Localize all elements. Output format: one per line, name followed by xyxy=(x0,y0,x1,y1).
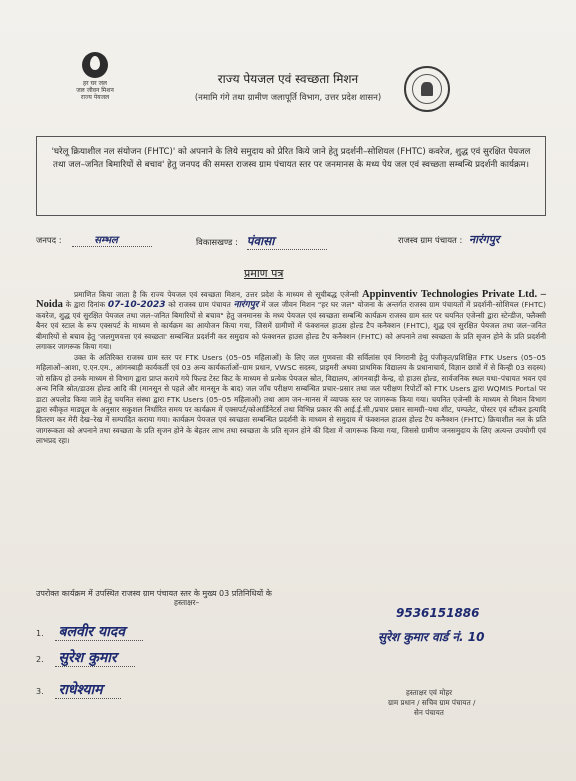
certificate-body xyxy=(36,290,546,447)
logo-caption: हर घर जल जल जीवन मिशन राज्य पेयजल xyxy=(76,80,114,101)
gram-panchayat-field xyxy=(398,232,499,247)
signatory-2-name: सुरेश कुमार xyxy=(55,650,135,667)
block-value: पंवासा xyxy=(246,234,275,248)
gram-panchayat-value: नारंगपुर xyxy=(468,233,500,246)
district-field xyxy=(36,232,152,247)
paragraph-1: प्रमाणित किया जाता है कि राज्य पेयजल एवं स्वच्छता मिशन, उत्तर प्रदेश के माध्यम से सूचीबद्ध एजेन्सी Appinventiv Technologies Private Ltd. – Noida के द्वारा दिनांक 07-10-2023 को राजस्व ग्राम पंचायत नारंगपुर में जल जीवन मिशन "हर घर जल" योजना के अन्तर्गत राजस्व ग्राम पंचायतों में प्रदर्शनी–सोशियल (FHTC) कवरेज, शुद्ध एवं सुरक्षित पेयजल तथा जल–जनित बिमारियों से बचाव" हेतु जनमानस के मध्य पेयजल एवं स्वच्छता सम्बन्धि कार्यक्रम राजस्व ग्राम स्तर पर चयनित एजेन्सी द्वारा स्टेन्डीज, फ्लैक्सी बैनर एवं स्टाल के रूप एक्सपर्ट के माध्यम से कार्यक्रम का आयोजन किया गया, जिसमें ग्रामीणों में फंक्शनल हाउस होल्ड टैप कनैक्शन (FHTC), शुद्ध एवं सुरक्षित पेयजल तथा जल–जनित बीमारियों से बचाव हेतु 'जलगुणवत्ता एवं स्वच्छता' सम्बन्धित प्रदर्शनी कर समुदाय को फंक्शनल हाउस होल्ड टैप कनैक्शन (FHTC) को अपनाने तथा स्वच्छता के प्रति सृजन होने के प्रति प्रदर्शनी लगाकर जागरूक किया गया। xyxy=(36,289,546,352)
signatory-3: 3. राधेश्याम xyxy=(36,680,121,699)
paragraph-2: उक्त के अतिरिक्त राजस्व ग्राम स्तर पर FTK Users (05–05 महिलाओं) के लिए जल गुणवत्ता की सर्विलांस एवं निगरानी हेतु पंजीकृत/प्रशिक्षित FTK Users (05–05 महिलाओं–आशा, ए.एन.एम., आंगनबाड़ी कार्यकर्ती एवं 03 अन्य कार्यकर्ताओं–ग्राम प्रधान, VWSC सदस्य, प्राइमरी अथवा प्राथमिक विद्यालय के प्रधानाचार्य, विज्ञान छात्रों में से किन्ही 03 सदस्य) जो सक्रिय हो उनके माध्यम से विभाग द्वारा प्राप्त कराये गये फिल्ड टेस्ट किट के माध्यम से प्रत्येक पेयजल स्रोत, विद्यालय, आंगनवाड़ी केन्द्र, दो हाउस होल्ड, सार्वजनिक स्थल यथा–पंचायत भवन एवं अन्य निजि स्रोत/डाउस होल्ड आदि की (मानसून से पहले और मानसून के बाद) जल जाँच परीक्षण सम्बन्धित प्रचार–प्रसार तथा जल परीक्षण रिपोर्टों को FTK Users द्वारा WQMIS Portal पर डाटा अपलोड किया जाने हेतु चयनित संस्था द्वारा FTK Users (05–05 महिलाओं) तथा आम जन–मानस में व्यापक स्तर पर जागरूक किया गया। चयनित एजेन्सी के माध्यम से मिशन विभाग द्वारा स्वीकृत माड्यूल के अनुसार सकुशल निर्धारित समय पर कार्यक्रम में एक्सपर्ट/कोआर्डिनेटर्स तथा विभिन्न प्रकार की आई.ई.सी./प्रचार प्रसार सामग्री–यथा शीट, पम्पलेट, पोस्टर एवं स्टीकर इत्यादि वितरण कर मेरी देख–रेख में सम्पादित कराया गया। कार्यक्रम पेयजल एवं स्वच्छता सम्बन्धित प्रदर्शनी के माध्यम से समुदाय में फंक्शनल हाउस होल्ड टैप कनैक्शन (FHTC) क्रियाशील नल के प्रति जागरूकता को अपनाने तथा स्वच्छता के प्रति सृजन होने के बेहतर लाभ तथा स्वच्छता के प्रति सृजन होने की दिशा में जागरूक किया गया, जिससे ग्रामीण जनसमुदाय के लिए अत्यन्त उपयोगी एवं लाभप्रद रहा। xyxy=(36,352,546,446)
agency-name: Appinventiv Technologies Private Ltd. – Noida xyxy=(36,289,546,311)
signature-designation: हस्ताक्षर एवं मोहर ग्राम प्रधान / सचिव ग्राम पंचायत / सेन पंचायत xyxy=(388,688,476,717)
mission-title: राज्य पेयजल एवं स्वच्छता मिशन xyxy=(217,72,359,86)
signatory-1-name: बलवीर यादव xyxy=(55,624,143,641)
subject-box: 'घरेलू क्रियाशील नल संयोजन (FHTC)' को अपनाने के लिये समुदाय को प्रेरित किये जाने हेतु प्रदर्शनी–सोशियल (FHTC) कवरेज, शुद्ध एवं सुरक्षित पेयजल तथा जल–जनित बिमारियों से बचाव' हेतु जनपद की समस्त राजस्व ग्राम पंचायत स्तर पर जनमानस के मध्य पेय जल एवं स्वच्छता सम्बन्धि प्रदर्शनी कार्यक्रम। xyxy=(36,136,546,216)
gram-panchayat-inline: नारंगपुर xyxy=(233,300,259,311)
program-date: 07-10-2023 xyxy=(107,300,166,311)
district-label: जनपद : xyxy=(36,235,62,245)
certificate-title: प्रमाण पत्र xyxy=(244,267,284,280)
representatives-intro: उपरोक्त कार्यक्रम में उपस्थित राजस्व ग्राम पंचायत स्तर के मुख्य 03 प्रतिनिधियों के xyxy=(36,589,272,598)
pradhan-phone: 9536151886 xyxy=(396,606,480,620)
pradhan-signature: सुरेश कुमार वार्ड नं. 10 xyxy=(378,630,485,644)
district-value: सम्भल xyxy=(94,235,118,246)
gram-panchayat-label: राजस्व ग्राम पंचायत : xyxy=(398,235,463,245)
up-government-seal-icon xyxy=(404,66,450,112)
block-field xyxy=(196,232,327,250)
department-subtitle: (नमामि गंगे तथा ग्रामीण जलापूर्ति विभाग, उत्तर प्रदेश शासन) xyxy=(194,93,382,103)
signature-label: हस्ताक्षर– xyxy=(174,598,200,607)
signatory-3-name: राधेश्याम xyxy=(55,682,121,699)
block-label: विकासखण्ड : xyxy=(196,237,238,247)
signatory-1: 1. बलवीर यादव xyxy=(36,622,143,641)
signatory-2: 2. सुरेश कुमार xyxy=(36,648,135,667)
